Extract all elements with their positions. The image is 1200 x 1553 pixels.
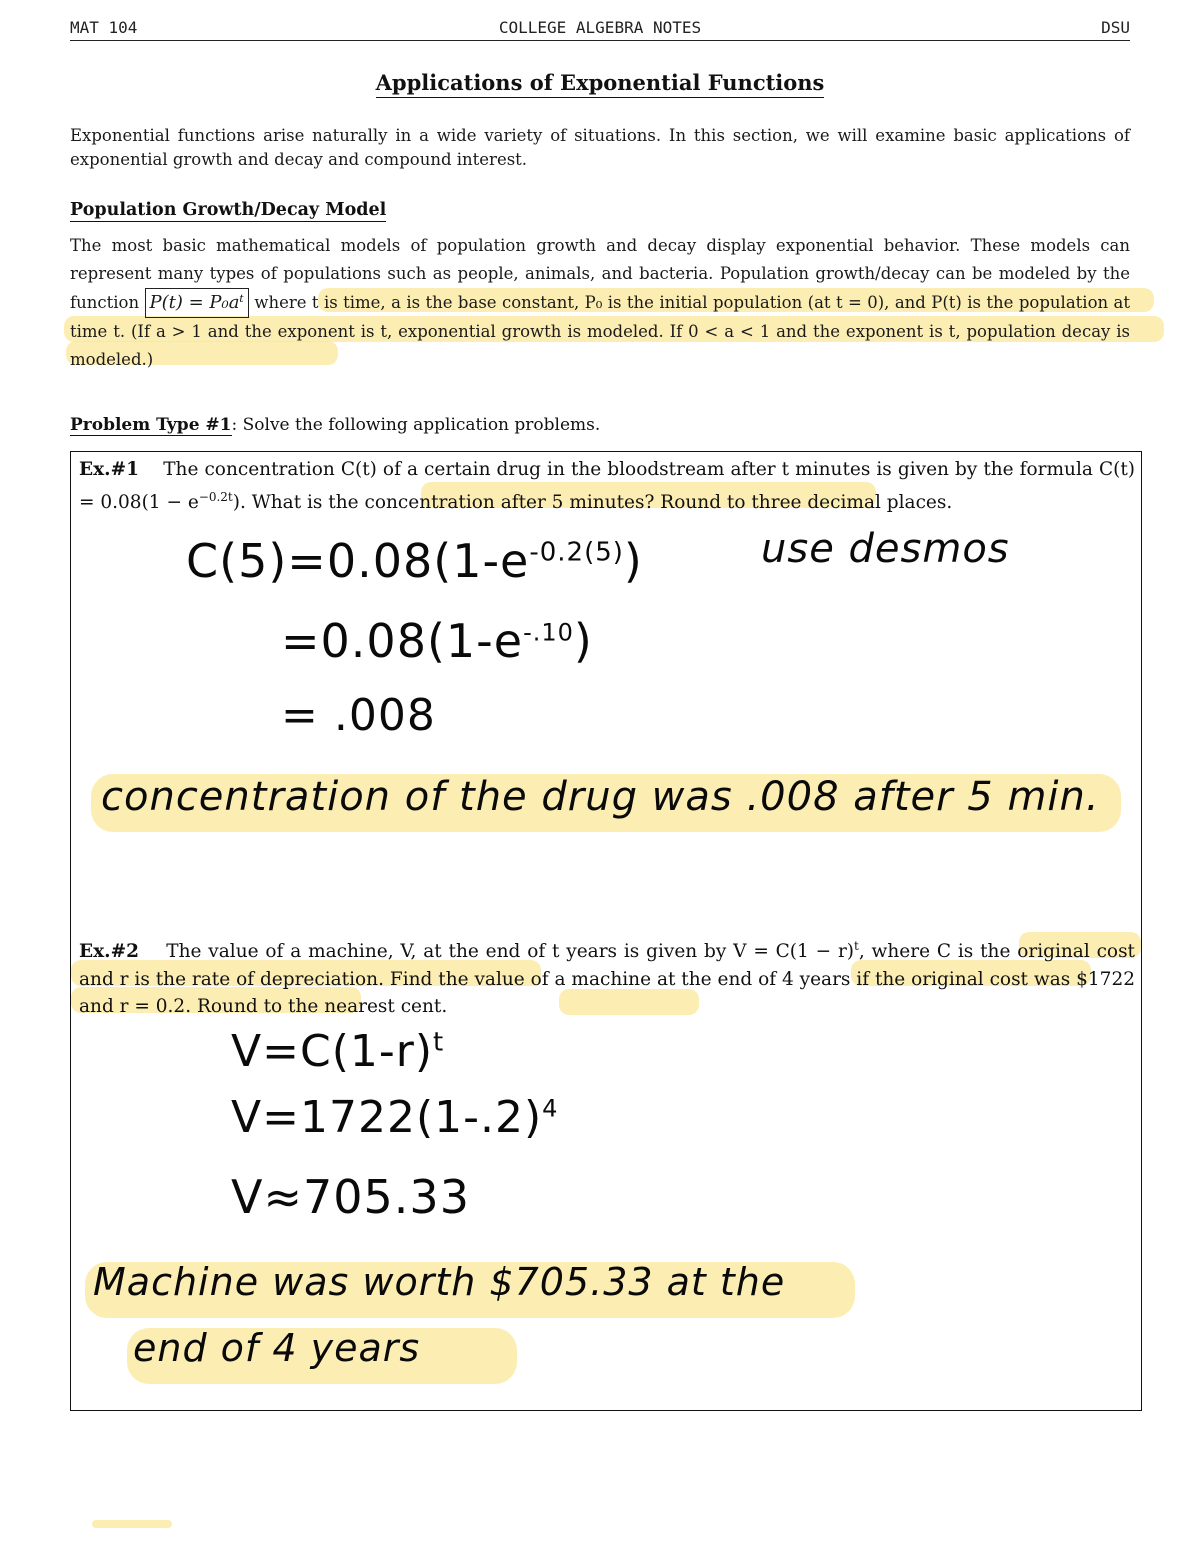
population-paragraph xyxy=(70,232,1130,374)
handwritten-step-5: $V=1722(1-.2)^4$ xyxy=(231,1092,559,1143)
handwritten-step-3: = .008 xyxy=(281,690,436,741)
example-1-exponent: −0.2t xyxy=(198,489,233,504)
example-1-text-a: The concentration C(t) of a certain drug in the bloodstream after t minutes is given by the formula C(t) = 0.08(1 − e xyxy=(79,459,1135,513)
problem-type-label: Problem Type #1 xyxy=(70,415,232,435)
example-1-text-b: ). What is the concentration after 5 minutes? Round to three decimal places. xyxy=(232,491,953,513)
problem-type-line xyxy=(70,415,600,435)
page-title-wrap xyxy=(0,70,1200,95)
handwritten-step-1: $C(5)=0.08(1-e^{-0.2(5)})$ xyxy=(186,534,643,588)
example-2-statement xyxy=(79,933,1135,1021)
course-code: MAT 104 xyxy=(70,18,138,37)
example-1-statement xyxy=(79,456,1135,516)
example-2-exponent: t xyxy=(854,939,859,953)
handwritten-answer-1: concentration of the drug was .008 after 5 min. xyxy=(101,774,1100,820)
problems-box xyxy=(70,451,1142,1411)
page-title: Applications of Exponential Functions xyxy=(376,70,825,98)
handwritten-step-4: $V=C(1-r)^t$ xyxy=(231,1026,445,1077)
population-formula: P(t) = P₀aᵗ xyxy=(145,288,249,318)
intro-paragraph: Exponential functions arise naturally in a wide variety of situations. In this section, we will examine basic applications of exponential growth and decay and compound interest. xyxy=(70,126,1130,169)
example-2-text-a: The value of a machine, V, at the end of t years is given by V = C(1 − r) xyxy=(166,941,855,963)
school-name: DSU xyxy=(1101,18,1130,37)
notes-title: COLLEGE ALGEBRA NOTES xyxy=(498,18,702,37)
handwritten-step-6: V≈705.33 xyxy=(231,1170,470,1224)
problem-type-text: : Solve the following application problems. xyxy=(231,415,601,435)
handwritten-note-desmos: use desmos xyxy=(761,526,1010,572)
page-header xyxy=(70,16,1130,41)
handwritten-answer-2a: Machine was worth $705.33 at the xyxy=(93,1260,786,1304)
section-heading-population: Population Growth/Decay Model xyxy=(70,200,387,220)
example-2-label: Ex.#2 xyxy=(79,941,139,963)
example-1-label: Ex.#1 xyxy=(79,459,139,480)
population-text-2: where t is time, a is the base constant, P₀ is the initial population (at t = 0), and P(t) is the population at time t. (If a > 1 and the exponent is t, exponential growth is modeled. If 0 < a < 1 and the exponent is t, population decay is modeled.) xyxy=(70,293,1131,369)
population-text-1: The most basic mathematical models of population growth and decay display exponential behavior. These models can represent many types of populations such as people, animals, and bacteria. Population growth/decay can be modeled by the function xyxy=(70,236,1130,312)
highlight-mark xyxy=(92,1520,172,1528)
handwritten-answer-2b: end of 4 years xyxy=(133,1326,421,1370)
example-2-text-b: , where C is the original cost and r is the rate of depreciation. Find the value of a machine at the end of 4 years if the original cost was $1722 and r = 0.2. Round to the nearest cent. xyxy=(79,941,1135,1018)
handwritten-step-2: $=0.08(1-e^{-.10})$ xyxy=(281,614,593,668)
